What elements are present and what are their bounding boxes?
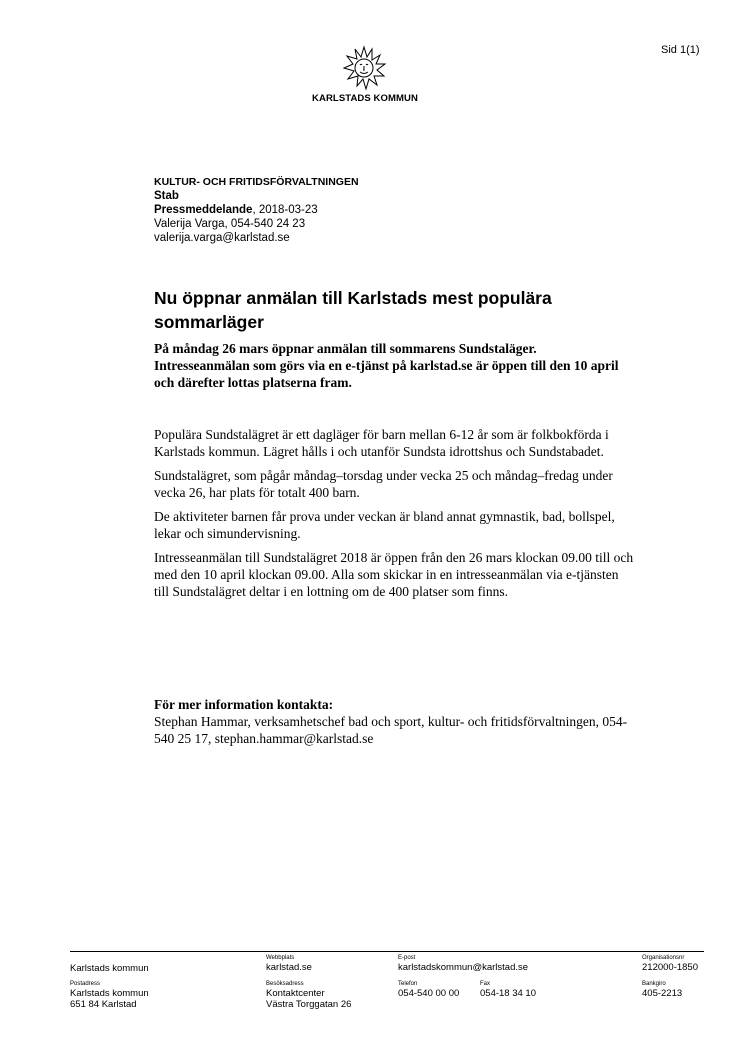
footer-visit-label: Besöksadress	[266, 981, 304, 987]
footer-bankgiro-label: Bankgiro	[642, 981, 666, 987]
footer-phone-value: 054-540 00 00	[398, 988, 460, 999]
footer-web-value: karlstad.se	[266, 962, 312, 973]
paragraph: Intresseanmälan till Sundstalägret 2018 är öppen från den 26 mars klockan 09.00 till och med den 10 april klockan 09.00. Alla som skickar in en intresseanmälan via e-tjänsten till Sundstalägret deltar i en lottning om de 400 platser som finns.	[154, 550, 634, 599]
doc-type-line	[154, 203, 359, 217]
footer-fax-value: 054-18 34 10	[480, 988, 536, 999]
footer-fax	[480, 981, 536, 999]
footer-postal-line1: Karlstads kommun	[70, 988, 149, 999]
lead-paragraph: På måndag 26 mars öppnar anmälan till sommarens Sundstaläger. Intresseanmälan som görs via en e-tjänst på karlstad.se är öppen till den 10 april och därefter lottas platserna fram.	[154, 341, 619, 390]
footer-orgnr	[642, 955, 698, 973]
footer-visit-line2: Västra Torggatan 26	[266, 999, 352, 1010]
footer-email-value: karlstadskommun@karlstad.se	[398, 962, 529, 973]
contact-block	[154, 696, 634, 747]
doc-type: Pressmeddelande	[154, 204, 253, 216]
sender-email: valerija.varga@karlstad.se	[154, 232, 290, 244]
paragraph: Sundstalägret, som pågår måndag–torsdag under vecka 25 och måndag–fredag under vecka 26, har plats för totalt 400 barn.	[154, 468, 613, 500]
sun-icon	[342, 44, 386, 90]
page-number: Sid 1(1)	[661, 44, 700, 56]
footer-phone-label: Telefon	[398, 981, 418, 987]
footer-postal-label: Postadress	[70, 981, 101, 987]
doc-date: , 2018-03-23	[252, 204, 318, 216]
footer-web	[266, 955, 312, 973]
paragraph: Populära Sundstalägret är ett dagläger för barn mellan 6-12 år som är folkbokförda i Karlstads kommun. Lägret hålls i och utanför Sundsta idrottshus och Sundstabadet.	[154, 427, 609, 459]
paragraph: De aktiviteter barnen får prova under veckan är bland annat gymnastik, bad, bollspel, lekar och simundervisning.	[154, 509, 615, 541]
footer-visit	[266, 981, 351, 1010]
sender-block	[154, 175, 359, 245]
footer-bankgiro	[642, 981, 682, 999]
footer-orgnr-label: Organisationsnr	[642, 955, 685, 961]
footer-bankgiro-value: 405-2213	[642, 988, 683, 999]
footer-orgnr-value: 212000-1850	[642, 962, 698, 973]
footer-email	[398, 955, 528, 973]
footer-divider	[70, 951, 704, 952]
contact-title: För mer information kontakta:	[154, 697, 334, 712]
footer-postal	[70, 981, 149, 1010]
footer-phone	[398, 981, 459, 999]
footer-visit-line1: Kontaktcenter	[266, 988, 325, 999]
unit: Stab	[154, 190, 179, 202]
footer-email-label: E-post	[398, 955, 416, 961]
footer-fax-label: Fax	[480, 981, 491, 987]
contact-text: Stephan Hammar, verksamhetschef bad och sport, kultur- och fritidsförvaltningen, 054-540 25 17, stephan.hammar@karlstad.se	[154, 714, 628, 746]
organization-name: KARLSTADS KOMMUN	[312, 93, 418, 104]
footer-web-label: Webbplats	[266, 955, 295, 961]
footer-postal-line2: 651 84 Karlstad	[70, 999, 137, 1010]
footer-org: Karlstads kommun	[70, 963, 149, 974]
headline: Nu öppnar anmälan till Karlstads mest populära sommarläger	[154, 288, 552, 332]
department: KULTUR- OCH FRITIDSFÖRVALTNINGEN	[154, 176, 359, 188]
body-text	[154, 426, 634, 607]
contact-line: Valerija Varga, 054-540 24 23	[154, 218, 306, 230]
